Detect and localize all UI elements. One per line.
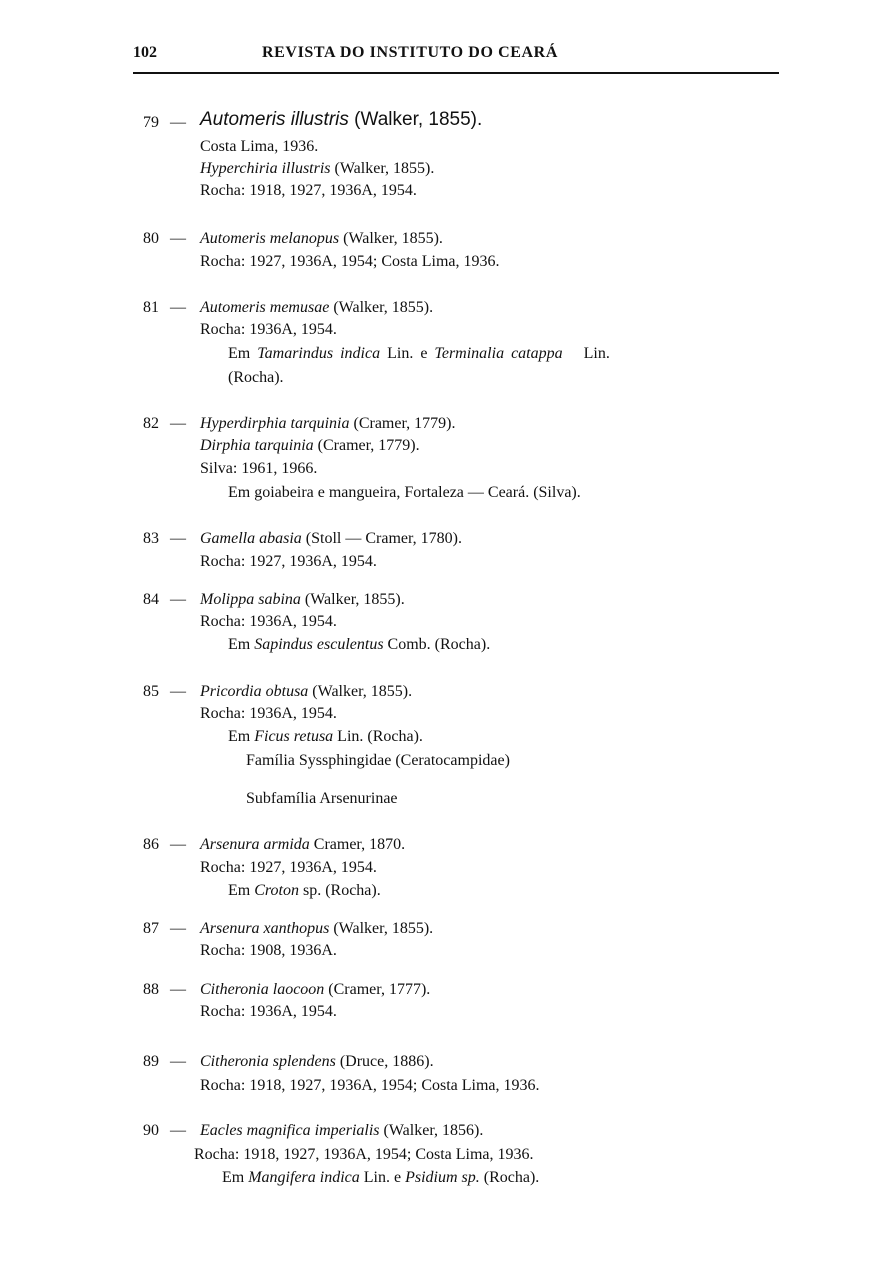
entry-dash: —: [170, 591, 186, 608]
species-line: [200, 298, 433, 318]
entry-dash: —: [170, 981, 186, 998]
citation: Rocha: 1918, 1927, 1936A, 1954.: [200, 182, 417, 199]
citation: Rocha: 1927, 1936A, 1954.: [200, 859, 377, 876]
species-line: [200, 682, 412, 702]
species-name: Automeris melanopus: [200, 230, 340, 247]
citation: Rocha: 1936A, 1954.: [200, 321, 337, 338]
synonym-author: (Walker, 1855).: [334, 160, 435, 177]
citation: Rocha: 1908, 1936A.: [200, 942, 337, 959]
species-line: [200, 1052, 434, 1072]
entry-dash: —: [170, 836, 186, 853]
species-line: [200, 229, 443, 249]
species-author: (Walker, 1855).: [312, 683, 413, 700]
species-author: (Walker, 1855).: [333, 920, 434, 937]
citation: Rocha: 1936A, 1954.: [200, 1003, 337, 1020]
species-name: Hyperdirphia tarquinia: [200, 415, 350, 432]
host-note: Em goiabeira e mangueira, Fortaleza — Ceará. (Silva).: [228, 484, 581, 501]
species-author: (Walker, 1855).: [333, 299, 434, 316]
species-author: (Walker, 1855).: [354, 109, 483, 130]
entry-dash: —: [170, 1122, 186, 1139]
species-name: Eacles magnifica imperialis: [200, 1122, 380, 1139]
entry-dash: —: [170, 1053, 186, 1070]
citation: Rocha: 1918, 1927, 1936A, 1954; Costa Lima, 1936.: [200, 1077, 540, 1094]
running-title: REVISTA DO INSTITUTO DO CEARÁ: [262, 44, 558, 61]
species-author: Cramer, 1870.: [313, 836, 406, 853]
species-line: [200, 110, 482, 130]
species-line: [200, 414, 455, 434]
citation: Silva: 1961, 1966.: [200, 460, 318, 477]
entry-number: 80: [143, 230, 159, 247]
entry-number: 82: [143, 415, 159, 432]
host-note: Em Ficus retusa Lin. (Rocha).: [228, 728, 423, 745]
species-author: (Walker, 1855).: [304, 591, 405, 608]
species-line: [200, 1121, 483, 1141]
entry-dash: —: [170, 683, 186, 700]
species-name: Arsenura xanthopus: [200, 920, 330, 937]
entry-number: 88: [143, 981, 159, 998]
page-header: [0, 44, 893, 66]
species-author: (Druce, 1886).: [339, 1053, 434, 1070]
species-author: (Walker, 1856).: [383, 1122, 484, 1139]
citation: Rocha: 1927, 1936A, 1954.: [200, 553, 377, 570]
species-line: [200, 529, 462, 549]
species-name: Pricordia obtusa: [200, 683, 309, 700]
species-name: Automeris memusae: [200, 299, 330, 316]
subfamily-heading: Subfamília Arsenurinae: [246, 790, 398, 807]
entry-number: 87: [143, 920, 159, 937]
citation: Rocha: 1918, 1927, 1936A, 1954; Costa Lima, 1936.: [194, 1146, 534, 1163]
species-line: [200, 980, 430, 1000]
citation: Rocha: 1936A, 1954.: [200, 705, 337, 722]
host-note: Em Tamarindus indica Lin. e Terminalia catappa Lin.: [228, 345, 610, 362]
citation: Rocha: 1936A, 1954.: [200, 613, 337, 630]
synonym-line: [200, 436, 420, 456]
synonym-author: (Cramer, 1779).: [317, 437, 420, 454]
host-note: Em Croton sp. (Rocha).: [228, 882, 381, 899]
entry-dash: —: [170, 230, 186, 247]
species-name: Citheronia laocoon: [200, 981, 325, 998]
species-author: (Cramer, 1779).: [353, 415, 456, 432]
species-name: Molippa sabina: [200, 591, 301, 608]
citation: Costa Lima, 1936.: [200, 138, 319, 155]
species-name: Gamella abasia: [200, 530, 302, 547]
host-note: Em Mangifera indica Lin. e Psidium sp. (Rocha).: [222, 1169, 540, 1186]
host-source: (Rocha).: [228, 369, 284, 386]
species-line: [200, 590, 405, 610]
host-note: Em Sapindus esculentus Comb. (Rocha).: [228, 636, 491, 653]
species-name: Automeris illustris: [200, 109, 349, 130]
citation: Rocha: 1927, 1936A, 1954; Costa Lima, 1936.: [200, 253, 500, 270]
family-heading: Família Syssphingidae (Ceratocampidae): [246, 752, 510, 769]
synonym-line: [200, 159, 434, 179]
synonym-name: Hyperchiria illustris: [200, 160, 331, 177]
species-author: (Cramer, 1777).: [328, 981, 431, 998]
entry-number: 89: [143, 1053, 159, 1070]
entry-number: 84: [143, 591, 159, 608]
species-line: [200, 835, 405, 855]
species-author: (Walker, 1855).: [343, 230, 443, 247]
page-number: 102: [133, 44, 157, 61]
entry-dash: —: [170, 114, 186, 131]
entry-dash: —: [170, 299, 186, 316]
entry-dash: —: [170, 530, 186, 547]
entry-number: 81: [143, 299, 159, 316]
entry-dash: —: [170, 415, 186, 432]
entry-number: 86: [143, 836, 159, 853]
species-name: Arsenura armida: [200, 836, 310, 853]
species-author: (Stoll — Cramer, 1780).: [305, 530, 463, 547]
species-line: [200, 919, 433, 939]
entry-number: 79: [143, 114, 159, 131]
synonym-name: Dirphia tarquinia: [200, 437, 314, 454]
header-rule: [133, 72, 779, 74]
species-name: Citheronia splendens: [200, 1053, 336, 1070]
entry-dash: —: [170, 920, 186, 937]
entry-number: 83: [143, 530, 159, 547]
entry-number: 85: [143, 683, 159, 700]
entry-number: 90: [143, 1122, 159, 1139]
